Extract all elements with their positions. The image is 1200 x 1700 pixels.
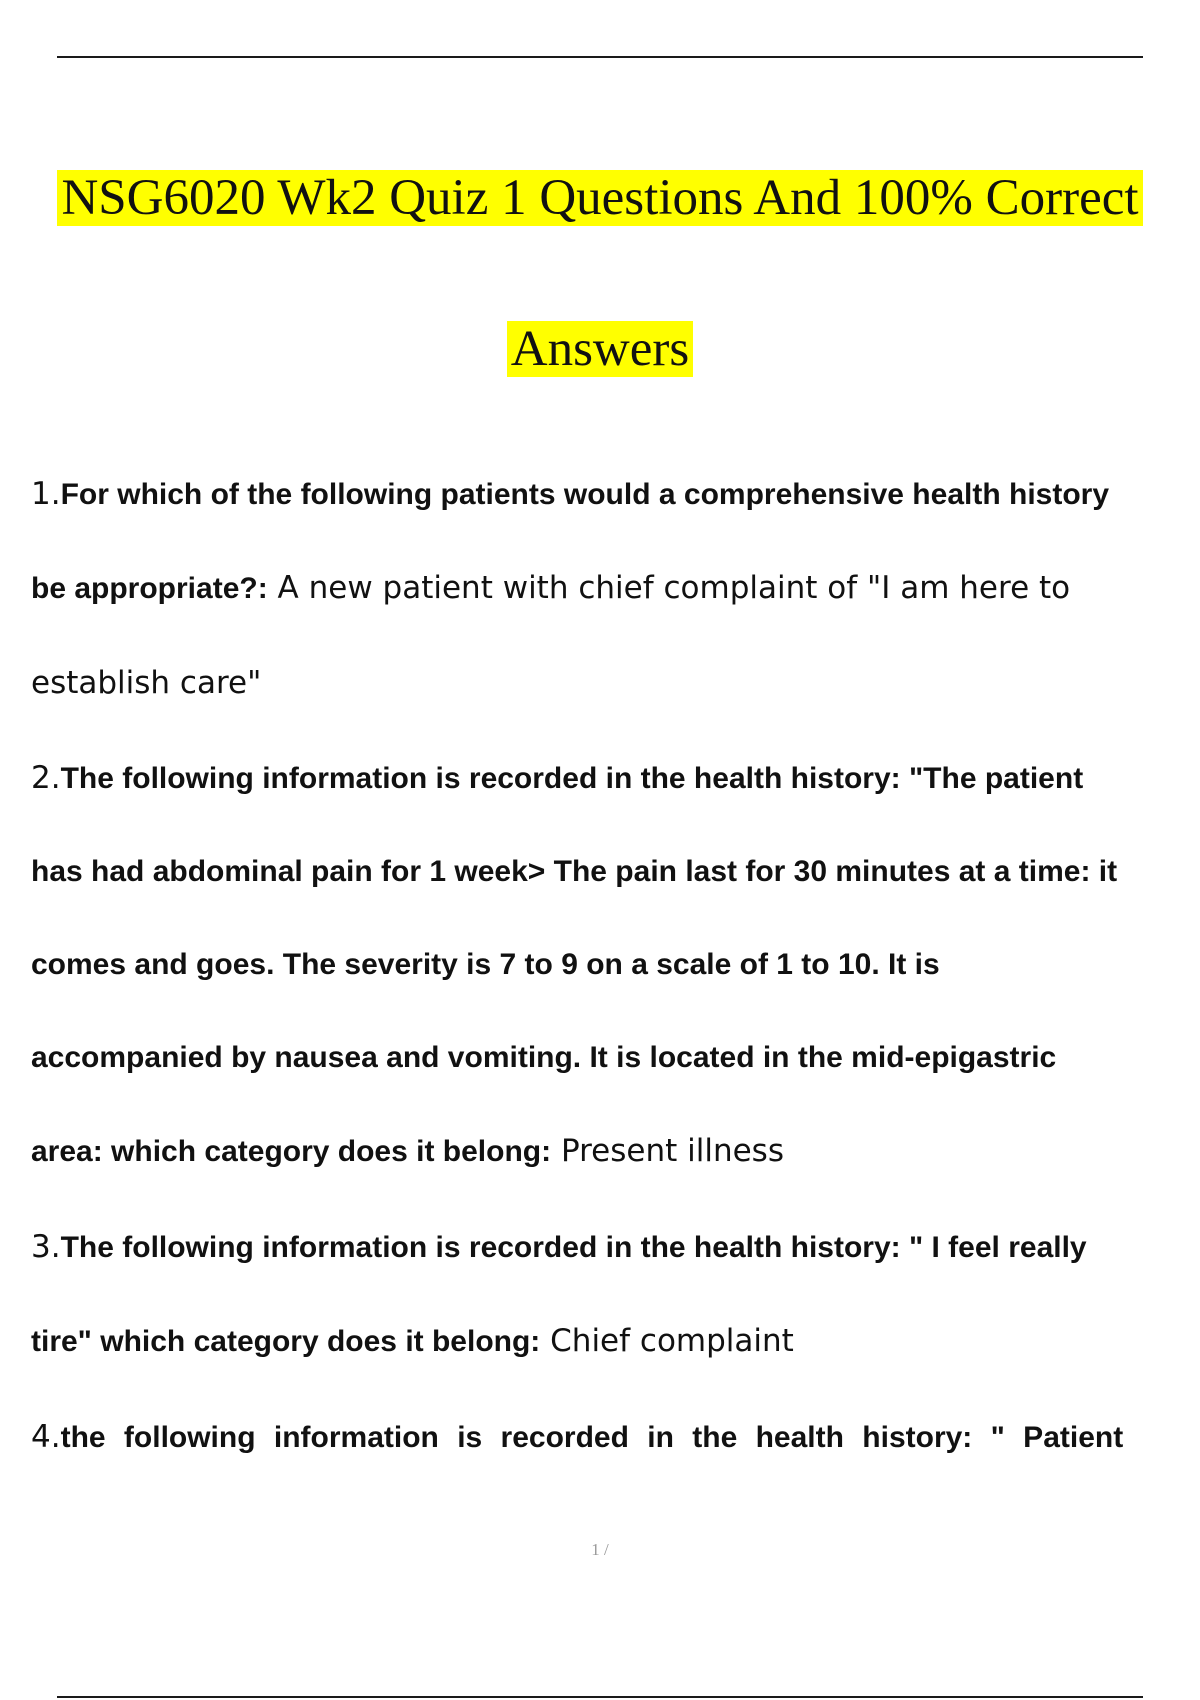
question-2-line-1 (31, 758, 1083, 799)
question-number: 2. (31, 760, 61, 796)
bottom-rule (57, 1696, 1143, 1698)
answer-text: Present illness (551, 1133, 784, 1169)
question-text: The following information is recorded in the health history: " I feel really (60, 1231, 1087, 1264)
answer-text: establish care" (31, 665, 262, 701)
question-text: accompanied by nausea and vomiting. It is located in the mid-epigastric (31, 1041, 1057, 1074)
question-text: The following information is recorded in the health history: "The patient (60, 762, 1084, 795)
top-rule (57, 56, 1143, 58)
question-3-line-1 (31, 1227, 1087, 1268)
document-title-line-2 (0, 318, 1200, 380)
question-2-line-4 (31, 1037, 1056, 1078)
question-1-line-1 (31, 474, 1109, 515)
question-1-line-2 (31, 568, 1070, 609)
question-2-line-2 (31, 851, 1117, 892)
question-number: 3. (31, 1229, 61, 1265)
title-highlight-1: NSG6020 Wk2 Quiz 1 Questions And 100% Correct (57, 170, 1142, 226)
question-2-line-3 (31, 944, 940, 985)
question-number: 4. (31, 1419, 61, 1455)
question-text: comes and goes. The severity is 7 to 9 on a scale of 1 to 10. It is (31, 948, 940, 981)
question-text: tire" which category does it belong: (31, 1325, 541, 1358)
page-number: 1 / (591, 1540, 609, 1559)
answer-text: A new patient with chief complaint of "I am here to (267, 570, 1071, 606)
question-3-line-2 (31, 1321, 794, 1362)
question-4-line-1 (31, 1417, 1123, 1458)
answer-text: Chief complaint (540, 1323, 794, 1359)
question-text: has had abdominal pain for 1 week> The pain last for 30 minutes at a time: it (31, 855, 1118, 888)
question-1-line-3 (31, 663, 261, 703)
question-2-line-5 (31, 1131, 784, 1172)
question-text: be appropriate?: (31, 572, 268, 605)
title-highlight-2: Answers (507, 321, 693, 377)
question-text: For which of the following patients would a comprehensive health history (60, 478, 1110, 511)
question-text: the following information is recorded in the health history: " Patient (60, 1421, 1124, 1454)
document-title-line-1 (0, 167, 1200, 229)
question-number: 1. (31, 476, 61, 512)
question-text: area: which category does it belong: (31, 1135, 552, 1168)
